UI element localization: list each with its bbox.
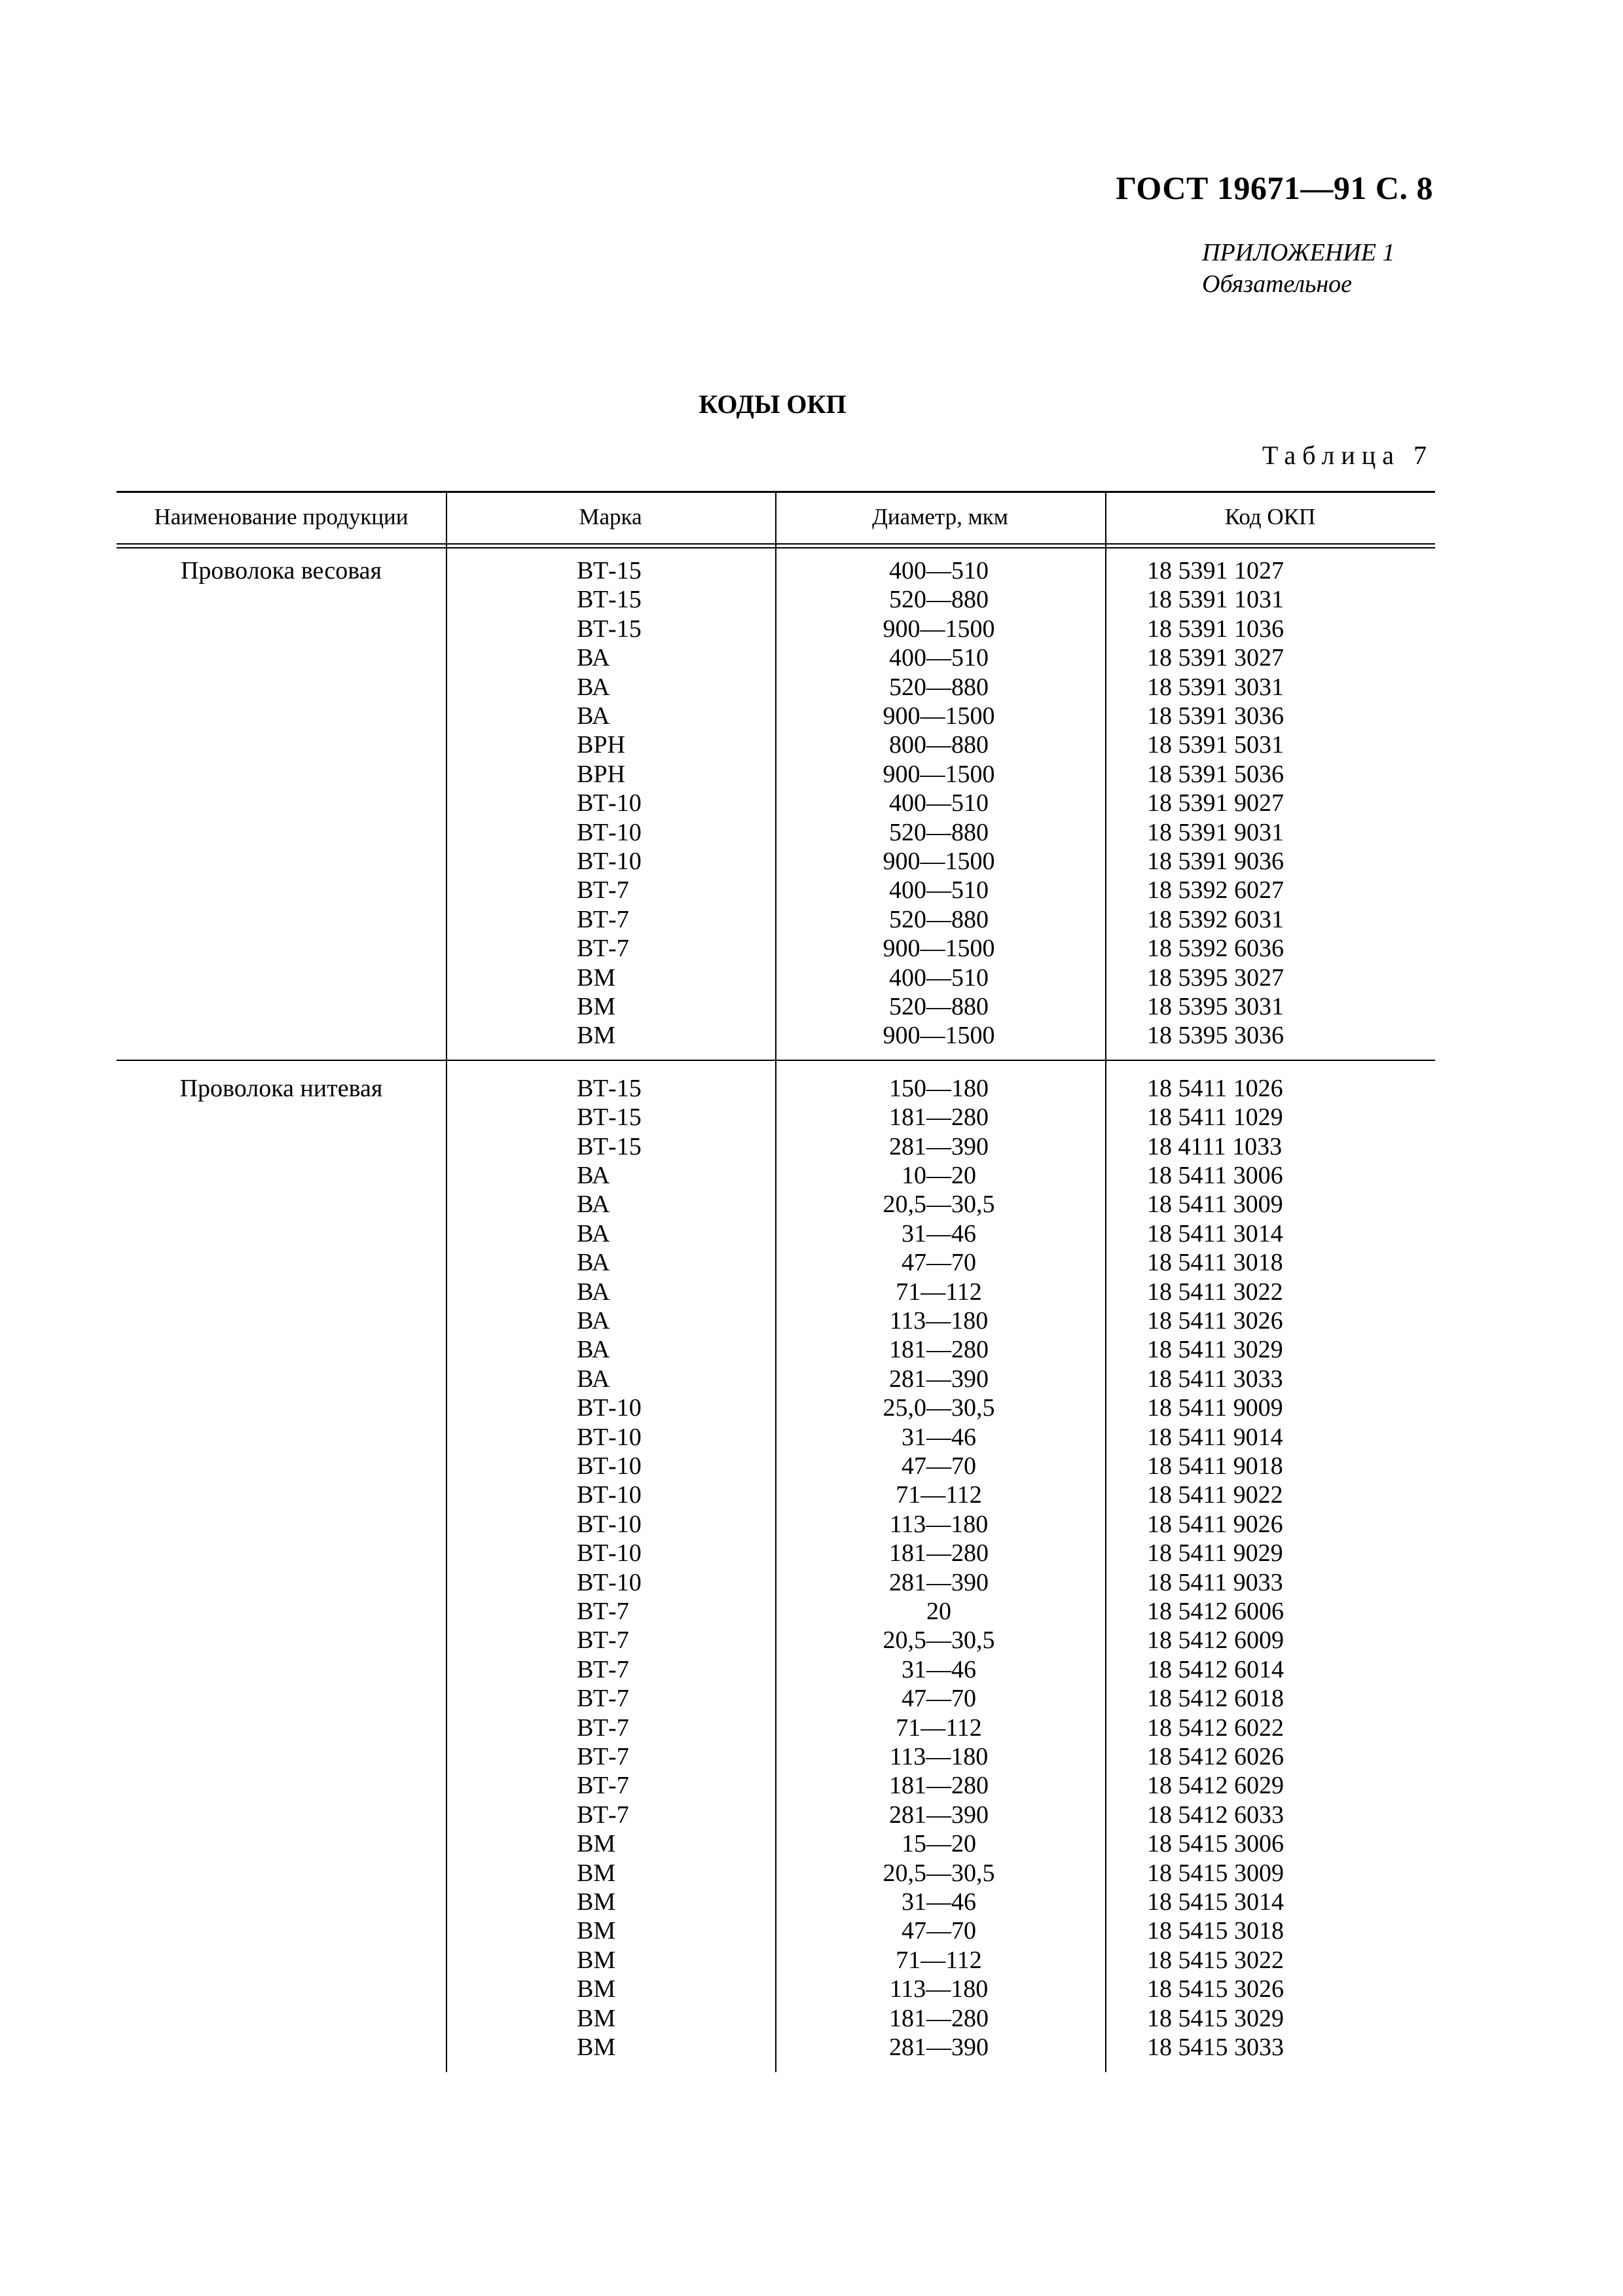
diameter-cell: 15—20	[902, 1830, 976, 1858]
mark-cell: ВА	[577, 1191, 610, 1219]
mark-cell: ВТ-15	[577, 1132, 642, 1160]
mark-cell: ВМ	[577, 2004, 616, 2032]
mark-cell: ВА	[577, 702, 610, 730]
mark-cell: ВА	[577, 1306, 610, 1335]
diameter-cell: 47—70	[902, 1917, 976, 1945]
diameter-cell: 281—390	[889, 1365, 989, 1393]
mark-cell: ВМ	[577, 1830, 616, 1858]
mark-cell: ВТ-10	[577, 1452, 642, 1480]
diameter-cell: 10—20	[902, 1161, 976, 1189]
okp-code-cell: 18 5411 9014	[1147, 1423, 1283, 1451]
diameter-cell: 20,5—30,5	[883, 1626, 995, 1655]
page-header: ГОСТ 19671—91 С. 8	[1116, 170, 1433, 206]
diameter-cell: 31—46	[902, 1888, 976, 1916]
diameter-cell: 520—880	[889, 586, 989, 614]
mark-cell: ВА	[577, 1249, 610, 1277]
okp-code-cell: 18 5391 1027	[1147, 557, 1284, 584]
appendix-title: ПРИЛОЖЕНИЕ 1	[1202, 239, 1395, 266]
mark-cell: ВТ-10	[577, 818, 642, 846]
section-title: КОДЫ ОКП	[699, 389, 847, 419]
diameter-cell: 71—112	[896, 1713, 982, 1742]
mark-cell: ВТ-10	[577, 1510, 642, 1538]
okp-code-cell: 18 5392 6031	[1147, 905, 1284, 933]
okp-code-cell: 18 5411 1029	[1147, 1103, 1283, 1132]
okp-code-cell: 18 5411 9018	[1147, 1452, 1283, 1480]
diameter-cell: 113—180	[889, 1306, 989, 1335]
column-divider	[775, 491, 776, 2072]
mark-cell: ВТ-7	[577, 1713, 629, 1742]
okp-code-cell: 18 5411 9022	[1147, 1481, 1283, 1509]
okp-code-cell: 18 5415 3018	[1147, 1917, 1284, 1945]
diameter-cell: 25,0—30,5	[883, 1394, 995, 1422]
diameter-cell: 400—510	[889, 644, 989, 672]
mark-cell: ВТ-10	[577, 848, 642, 875]
mark-cell: ВТ-7	[577, 1742, 629, 1770]
mark-cell: ВТ-7	[577, 876, 629, 905]
diameter-cell: 150—180	[889, 1074, 989, 1102]
okp-code-cell: 18 5392 6027	[1147, 876, 1284, 905]
diameter-cell: 800—880	[889, 731, 989, 759]
diameter-cell: 400—510	[889, 557, 989, 584]
diameter-cell: 47—70	[902, 1685, 976, 1713]
table-label: Таблица 7	[1262, 440, 1433, 470]
mark-cell: ВА	[577, 673, 610, 701]
column-header-mark: Марка	[579, 504, 642, 529]
okp-code-cell: 18 5415 3026	[1147, 1975, 1284, 2003]
diameter-cell: 47—70	[902, 1249, 976, 1277]
okp-code-cell: 18 5391 5036	[1147, 760, 1284, 788]
mark-cell: ВТ-10	[577, 1568, 642, 1596]
mark-cell: ВА	[577, 1336, 610, 1364]
mark-cell: ВМ	[577, 993, 616, 1020]
okp-code-cell: 18 5412 6018	[1147, 1685, 1284, 1713]
diameter-cell: 900—1500	[883, 848, 995, 875]
diameter-cell: 31—46	[902, 1655, 976, 1683]
okp-code-cell: 18 5411 3022	[1147, 1278, 1283, 1306]
diameter-cell: 400—510	[889, 963, 989, 992]
okp-code-cell: 18 5415 3006	[1147, 1830, 1284, 1858]
column-header-diameter: Диаметр, мкм	[872, 504, 1008, 529]
diameter-cell: 31—46	[902, 1423, 976, 1451]
mark-cell: ВТ-7	[577, 1801, 629, 1829]
mark-cell: ВМ	[577, 1859, 616, 1887]
okp-code-cell: 18 4111 1033	[1147, 1132, 1283, 1160]
mark-cell: ВМ	[577, 1946, 616, 1974]
okp-code-cell: 18 5391 9027	[1147, 789, 1284, 817]
okp-code-cell: 18 5395 3036	[1147, 1022, 1284, 1050]
mark-cell: ВТ-7	[577, 1772, 629, 1800]
okp-code-cell: 18 5412 6014	[1147, 1655, 1284, 1683]
diameter-cell: 47—70	[902, 1452, 976, 1480]
okp-code-cell: 18 5411 9026	[1147, 1510, 1283, 1538]
okp-code-cell: 18 5391 3036	[1147, 702, 1284, 730]
okp-code-cell: 18 5391 1036	[1147, 615, 1284, 643]
mark-cell: ВТ-7	[577, 1655, 629, 1683]
mark-cell: ВТ-15	[577, 586, 642, 614]
diameter-cell: 900—1500	[883, 615, 995, 643]
diameter-cell: 520—880	[889, 905, 989, 933]
okp-code-cell: 18 5415 3022	[1147, 1946, 1284, 1974]
diameter-cell: 181—280	[889, 1103, 989, 1132]
okp-code-cell: 18 5412 6022	[1147, 1713, 1284, 1742]
okp-code-cell: 18 5411 9033	[1147, 1568, 1283, 1596]
okp-code-cell: 18 5411 3029	[1147, 1336, 1283, 1364]
okp-code-cell: 18 5395 3027	[1147, 963, 1284, 992]
column-divider	[1105, 491, 1106, 2072]
mark-cell: ВТ-10	[577, 1394, 642, 1422]
okp-code-cell: 18 5411 3033	[1147, 1365, 1283, 1393]
column-divider	[446, 491, 447, 2072]
okp-code-cell: 18 5412 6009	[1147, 1626, 1284, 1655]
diameter-cell: 900—1500	[883, 1022, 995, 1050]
diameter-cell: 71—112	[896, 1278, 982, 1306]
mark-cell: ВМ	[577, 963, 616, 992]
mark-cell: ВРН	[577, 731, 625, 759]
diameter-cell: 900—1500	[883, 702, 995, 730]
diameter-cell: 20	[926, 1597, 951, 1625]
mark-cell: ВА	[577, 1278, 610, 1306]
mark-cell: ВМ	[577, 1975, 616, 2003]
appendix-subtitle: Обязательное	[1202, 270, 1353, 298]
diameter-cell: 281—390	[889, 1568, 989, 1596]
mark-cell: ВТ-7	[577, 1597, 629, 1625]
product-name: Проволока нитевая	[179, 1074, 383, 1102]
diameter-cell: 281—390	[889, 2033, 989, 2061]
okp-code-cell: 18 5392 6036	[1147, 935, 1284, 963]
mark-cell: ВТ-15	[577, 557, 642, 584]
mark-cell: ВТ-7	[577, 1626, 629, 1655]
diameter-cell: 520—880	[889, 993, 989, 1020]
okp-code-cell: 18 5411 9009	[1147, 1394, 1283, 1422]
mark-cell: ВТ-15	[577, 615, 642, 643]
okp-code-cell: 18 5395 3031	[1147, 993, 1284, 1020]
mark-cell: ВТ-10	[577, 1481, 642, 1509]
diameter-cell: 20,5—30,5	[883, 1191, 995, 1219]
okp-code-cell: 18 5415 3014	[1147, 1888, 1284, 1916]
diameter-cell: 281—390	[889, 1801, 989, 1829]
diameter-cell: 900—1500	[883, 760, 995, 788]
okp-code-cell: 18 5391 3027	[1147, 644, 1284, 672]
mark-cell: ВТ-10	[577, 1539, 642, 1568]
diameter-cell: 20,5—30,5	[883, 1859, 995, 1887]
mark-cell: ВМ	[577, 1888, 616, 1916]
okp-code-cell: 18 5415 3033	[1147, 2033, 1284, 2061]
okp-code-cell: 18 5411 3018	[1147, 1249, 1283, 1277]
okp-code-cell: 18 5412 6026	[1147, 1742, 1284, 1770]
diameter-cell: 71—112	[896, 1481, 982, 1509]
appendix-block	[1202, 237, 1395, 300]
mark-cell: ВТ-10	[577, 789, 642, 817]
mark-cell: ВТ-7	[577, 905, 629, 933]
diameter-cell: 181—280	[889, 1539, 989, 1568]
okp-code-cell: 18 5415 3029	[1147, 2004, 1284, 2032]
diameter-cell: 113—180	[889, 1510, 989, 1538]
diameter-cell: 181—280	[889, 1336, 989, 1364]
okp-code-cell: 18 5411 3026	[1147, 1306, 1283, 1335]
mark-cell: ВТ-15	[577, 1103, 642, 1132]
mark-cell: ВМ	[577, 1917, 616, 1945]
column-header-okp-code: Код ОКП	[1224, 504, 1316, 529]
okp-code-cell: 18 5411 3006	[1147, 1161, 1283, 1189]
mark-cell: ВТ-10	[577, 1423, 642, 1451]
mark-cell: ВА	[577, 644, 610, 672]
diameter-cell: 900—1500	[883, 935, 995, 963]
mark-cell: ВМ	[577, 2033, 616, 2061]
okp-code-cell: 18 5415 3009	[1147, 1859, 1284, 1887]
okp-code-cell: 18 5411 1026	[1147, 1074, 1283, 1102]
diameter-cell: 400—510	[889, 876, 989, 905]
diameter-cell: 400—510	[889, 789, 989, 817]
diameter-cell: 181—280	[889, 2004, 989, 2032]
mark-cell: ВТ-7	[577, 1685, 629, 1713]
diameter-cell: 113—180	[889, 1742, 989, 1770]
diameter-cell: 281—390	[889, 1132, 989, 1160]
diameter-cell: 71—112	[896, 1946, 982, 1974]
diameter-cell: 520—880	[889, 818, 989, 846]
mark-cell: ВТ-15	[577, 1074, 642, 1102]
okp-code-cell: 18 5391 1031	[1147, 586, 1284, 614]
diameter-cell: 113—180	[889, 1975, 989, 2003]
mark-cell: ВА	[577, 1161, 610, 1189]
product-name: Проволока весовая	[180, 557, 382, 584]
okp-code-cell: 18 5391 3031	[1147, 673, 1284, 701]
diameter-cell: 31—46	[902, 1219, 976, 1247]
mark-cell: ВТ-7	[577, 935, 629, 963]
okp-code-cell: 18 5391 5031	[1147, 731, 1284, 759]
okp-code-cell: 18 5391 9031	[1147, 818, 1284, 846]
okp-code-cell: 18 5411 3009	[1147, 1191, 1283, 1219]
diameter-cell: 520—880	[889, 673, 989, 701]
mark-cell: ВРН	[577, 760, 625, 788]
okp-code-cell: 18 5411 9029	[1147, 1539, 1283, 1568]
mark-cell: ВМ	[577, 1022, 616, 1050]
column-header-product: Наименование продукции	[154, 504, 409, 529]
mark-cell: ВА	[577, 1365, 610, 1393]
mark-cell: ВА	[577, 1219, 610, 1247]
okp-code-cell: 18 5412 6033	[1147, 1801, 1284, 1829]
okp-code-cell: 18 5391 9036	[1147, 848, 1284, 875]
okp-code-cell: 18 5412 6006	[1147, 1597, 1284, 1625]
okp-code-cell: 18 5412 6029	[1147, 1772, 1284, 1800]
okp-code-cell: 18 5411 3014	[1147, 1219, 1283, 1247]
diameter-cell: 181—280	[889, 1772, 989, 1800]
